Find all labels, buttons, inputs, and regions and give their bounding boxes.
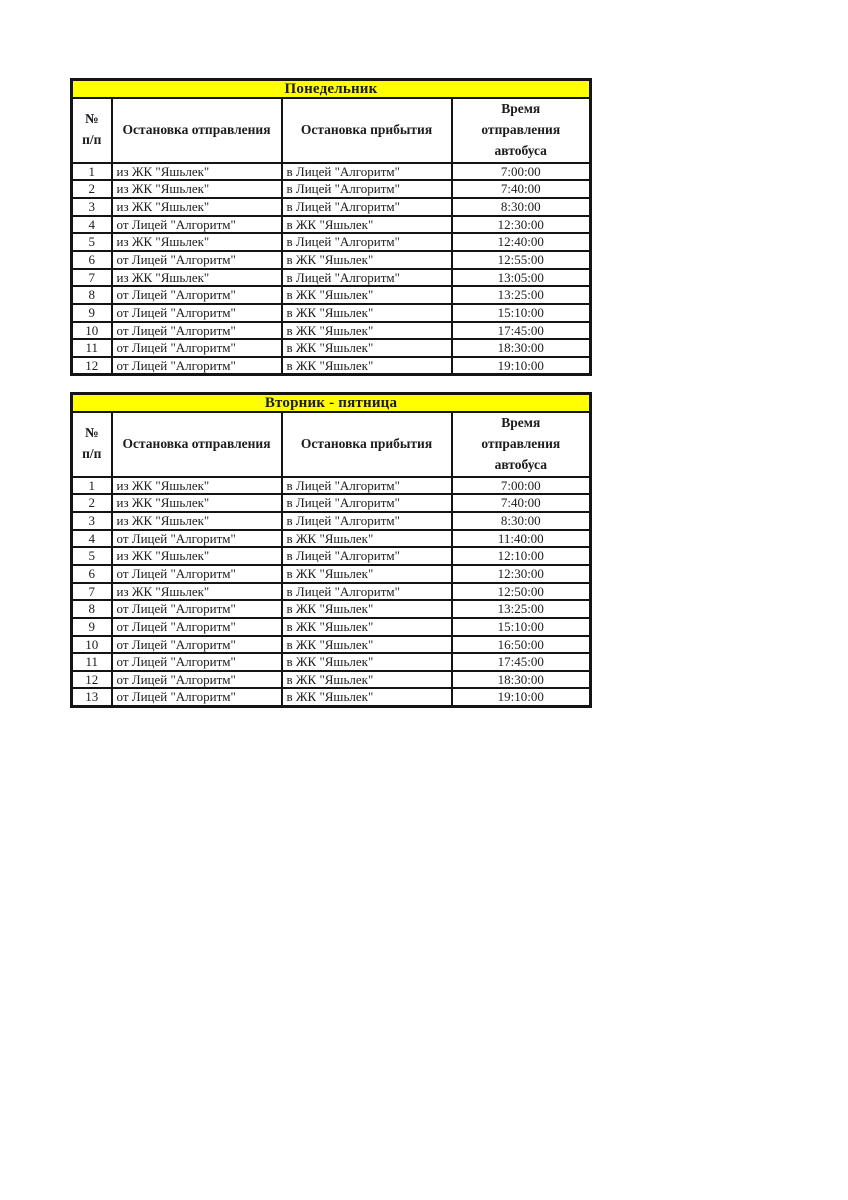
arrival-stop-cell: в ЖК "Яшьлек" xyxy=(282,339,452,357)
table-title-row xyxy=(72,80,591,99)
arrival-stop-cell: в ЖК "Яшьлек" xyxy=(282,322,452,340)
row-number-cell: 7 xyxy=(72,269,112,287)
arrival-stop-cell: в Лицей "Алгоритм" xyxy=(282,163,452,181)
arrival-stop-cell: в Лицей "Алгоритм" xyxy=(282,180,452,198)
departure-time-cell: 19:10:00 xyxy=(452,357,591,375)
departure-stop-cell: из ЖК "Яшьлек" xyxy=(112,477,282,495)
table-row xyxy=(72,653,591,671)
row-number-cell: 6 xyxy=(72,251,112,269)
departure-stop-cell: из ЖК "Яшьлек" xyxy=(112,163,282,181)
row-number-cell: 4 xyxy=(72,530,112,548)
table-row xyxy=(72,304,591,322)
row-number-cell: 2 xyxy=(72,494,112,512)
column-header-number: № п/п xyxy=(72,412,112,477)
table-row xyxy=(72,671,591,689)
column-header-row xyxy=(72,98,591,163)
table-row xyxy=(72,322,591,340)
tuesday-friday-schedule-table xyxy=(70,392,589,708)
table-row xyxy=(72,269,591,287)
departure-time-cell: 7:40:00 xyxy=(452,180,591,198)
row-number-cell: 13 xyxy=(72,688,112,706)
departure-time-cell: 12:55:00 xyxy=(452,251,591,269)
table-row xyxy=(72,547,591,565)
departure-time-cell: 17:45:00 xyxy=(452,653,591,671)
row-number-cell: 11 xyxy=(72,339,112,357)
departure-time-cell: 15:10:00 xyxy=(452,618,591,636)
departure-stop-cell: из ЖК "Яшьлек" xyxy=(112,494,282,512)
arrival-stop-cell: в ЖК "Яшьлек" xyxy=(282,286,452,304)
table-row xyxy=(72,530,591,548)
arrival-stop-cell: в ЖК "Яшьлек" xyxy=(282,671,452,689)
departure-time-cell: 17:45:00 xyxy=(452,322,591,340)
table-row xyxy=(72,688,591,706)
row-number-cell: 9 xyxy=(72,304,112,322)
arrival-stop-cell: в Лицей "Алгоритм" xyxy=(282,233,452,251)
table-row xyxy=(72,286,591,304)
table-row xyxy=(72,636,591,654)
row-number-cell: 4 xyxy=(72,216,112,234)
table-title: Понедельник xyxy=(72,80,591,99)
arrival-stop-cell: в Лицей "Алгоритм" xyxy=(282,512,452,530)
arrival-stop-cell: в Лицей "Алгоритм" xyxy=(282,583,452,601)
departure-stop-cell: от Лицей "Алгоритм" xyxy=(112,216,282,234)
arrival-stop-cell: в ЖК "Яшьлек" xyxy=(282,636,452,654)
departure-time-cell: 8:30:00 xyxy=(452,198,591,216)
row-number-cell: 1 xyxy=(72,163,112,181)
row-number-cell: 10 xyxy=(72,322,112,340)
departure-stop-cell: от Лицей "Алгоритм" xyxy=(112,565,282,583)
row-number-cell: 3 xyxy=(72,198,112,216)
departure-time-cell: 11:40:00 xyxy=(452,530,591,548)
departure-time-cell: 12:30:00 xyxy=(452,216,591,234)
departure-stop-cell: от Лицей "Алгоритм" xyxy=(112,286,282,304)
timetable xyxy=(70,78,592,376)
departure-stop-cell: из ЖК "Яшьлек" xyxy=(112,198,282,216)
departure-stop-cell: от Лицей "Алгоритм" xyxy=(112,636,282,654)
departure-stop-cell: от Лицей "Алгоритм" xyxy=(112,357,282,375)
arrival-stop-cell: в ЖК "Яшьлек" xyxy=(282,216,452,234)
departure-stop-cell: от Лицей "Алгоритм" xyxy=(112,618,282,636)
row-number-cell: 2 xyxy=(72,180,112,198)
timetable xyxy=(70,392,592,708)
arrival-stop-cell: в ЖК "Яшьлек" xyxy=(282,618,452,636)
departure-time-cell: 7:40:00 xyxy=(452,494,591,512)
table-row xyxy=(72,565,591,583)
row-number-cell: 10 xyxy=(72,636,112,654)
table-row xyxy=(72,163,591,181)
column-header-departure-stop: Остановка отправления xyxy=(112,98,282,163)
table-row xyxy=(72,216,591,234)
departure-stop-cell: от Лицей "Алгоритм" xyxy=(112,671,282,689)
arrival-stop-cell: в ЖК "Яшьлек" xyxy=(282,304,452,322)
column-header-departure-time: Время отправления автобуса xyxy=(452,412,591,477)
arrival-stop-cell: в Лицей "Алгоритм" xyxy=(282,494,452,512)
table-row xyxy=(72,233,591,251)
departure-time-cell: 15:10:00 xyxy=(452,304,591,322)
table-row xyxy=(72,339,591,357)
row-number-cell: 1 xyxy=(72,477,112,495)
arrival-stop-cell: в Лицей "Алгоритм" xyxy=(282,198,452,216)
departure-time-cell: 7:00:00 xyxy=(452,163,591,181)
column-header-departure-stop: Остановка отправления xyxy=(112,412,282,477)
column-header-arrival-stop: Остановка прибытия xyxy=(282,412,452,477)
departure-time-cell: 13:25:00 xyxy=(452,600,591,618)
departure-stop-cell: из ЖК "Яшьлек" xyxy=(112,180,282,198)
arrival-stop-cell: в ЖК "Яшьлек" xyxy=(282,688,452,706)
departure-time-cell: 13:25:00 xyxy=(452,286,591,304)
departure-stop-cell: из ЖК "Яшьлек" xyxy=(112,269,282,287)
column-header-arrival-stop: Остановка прибытия xyxy=(282,98,452,163)
row-number-cell: 9 xyxy=(72,618,112,636)
arrival-stop-cell: в Лицей "Алгоритм" xyxy=(282,477,452,495)
column-header-number: № п/п xyxy=(72,98,112,163)
departure-time-cell: 18:30:00 xyxy=(452,671,591,689)
row-number-cell: 5 xyxy=(72,547,112,565)
row-number-cell: 7 xyxy=(72,583,112,601)
departure-time-cell: 8:30:00 xyxy=(452,512,591,530)
departure-time-cell: 12:40:00 xyxy=(452,233,591,251)
arrival-stop-cell: в ЖК "Яшьлек" xyxy=(282,530,452,548)
table-row xyxy=(72,477,591,495)
arrival-stop-cell: в Лицей "Алгоритм" xyxy=(282,547,452,565)
table-row xyxy=(72,583,591,601)
departure-time-cell: 12:30:00 xyxy=(452,565,591,583)
departure-stop-cell: от Лицей "Алгоритм" xyxy=(112,530,282,548)
table-row xyxy=(72,251,591,269)
column-header-row xyxy=(72,412,591,477)
departure-time-cell: 16:50:00 xyxy=(452,636,591,654)
departure-time-cell: 12:10:00 xyxy=(452,547,591,565)
departure-stop-cell: из ЖК "Яшьлек" xyxy=(112,233,282,251)
departure-stop-cell: из ЖК "Яшьлек" xyxy=(112,547,282,565)
row-number-cell: 8 xyxy=(72,286,112,304)
table-title: Вторник - пятница xyxy=(72,394,591,413)
arrival-stop-cell: в Лицей "Алгоритм" xyxy=(282,269,452,287)
row-number-cell: 12 xyxy=(72,671,112,689)
departure-stop-cell: от Лицей "Алгоритм" xyxy=(112,304,282,322)
row-number-cell: 6 xyxy=(72,565,112,583)
table-row xyxy=(72,618,591,636)
arrival-stop-cell: в ЖК "Яшьлек" xyxy=(282,565,452,583)
column-header-departure-time: Время отправления автобуса xyxy=(452,98,591,163)
departure-stop-cell: от Лицей "Алгоритм" xyxy=(112,653,282,671)
departure-stop-cell: от Лицей "Алгоритм" xyxy=(112,600,282,618)
arrival-stop-cell: в ЖК "Яшьлек" xyxy=(282,251,452,269)
departure-stop-cell: от Лицей "Алгоритм" xyxy=(112,251,282,269)
arrival-stop-cell: в ЖК "Яшьлек" xyxy=(282,357,452,375)
table-row xyxy=(72,357,591,375)
departure-stop-cell: из ЖК "Яшьлек" xyxy=(112,583,282,601)
departure-stop-cell: от Лицей "Алгоритм" xyxy=(112,688,282,706)
row-number-cell: 12 xyxy=(72,357,112,375)
table-title-row xyxy=(72,394,591,413)
table-row xyxy=(72,512,591,530)
arrival-stop-cell: в ЖК "Яшьлек" xyxy=(282,600,452,618)
departure-stop-cell: от Лицей "Алгоритм" xyxy=(112,322,282,340)
arrival-stop-cell: в ЖК "Яшьлек" xyxy=(282,653,452,671)
departure-time-cell: 18:30:00 xyxy=(452,339,591,357)
row-number-cell: 3 xyxy=(72,512,112,530)
table-row xyxy=(72,600,591,618)
row-number-cell: 5 xyxy=(72,233,112,251)
table-row xyxy=(72,180,591,198)
departure-time-cell: 12:50:00 xyxy=(452,583,591,601)
row-number-cell: 8 xyxy=(72,600,112,618)
departure-time-cell: 13:05:00 xyxy=(452,269,591,287)
departure-time-cell: 7:00:00 xyxy=(452,477,591,495)
table-row xyxy=(72,198,591,216)
departure-time-cell: 19:10:00 xyxy=(452,688,591,706)
departure-stop-cell: из ЖК "Яшьлек" xyxy=(112,512,282,530)
monday-schedule-table xyxy=(70,78,589,376)
departure-stop-cell: от Лицей "Алгоритм" xyxy=(112,339,282,357)
row-number-cell: 11 xyxy=(72,653,112,671)
table-row xyxy=(72,494,591,512)
